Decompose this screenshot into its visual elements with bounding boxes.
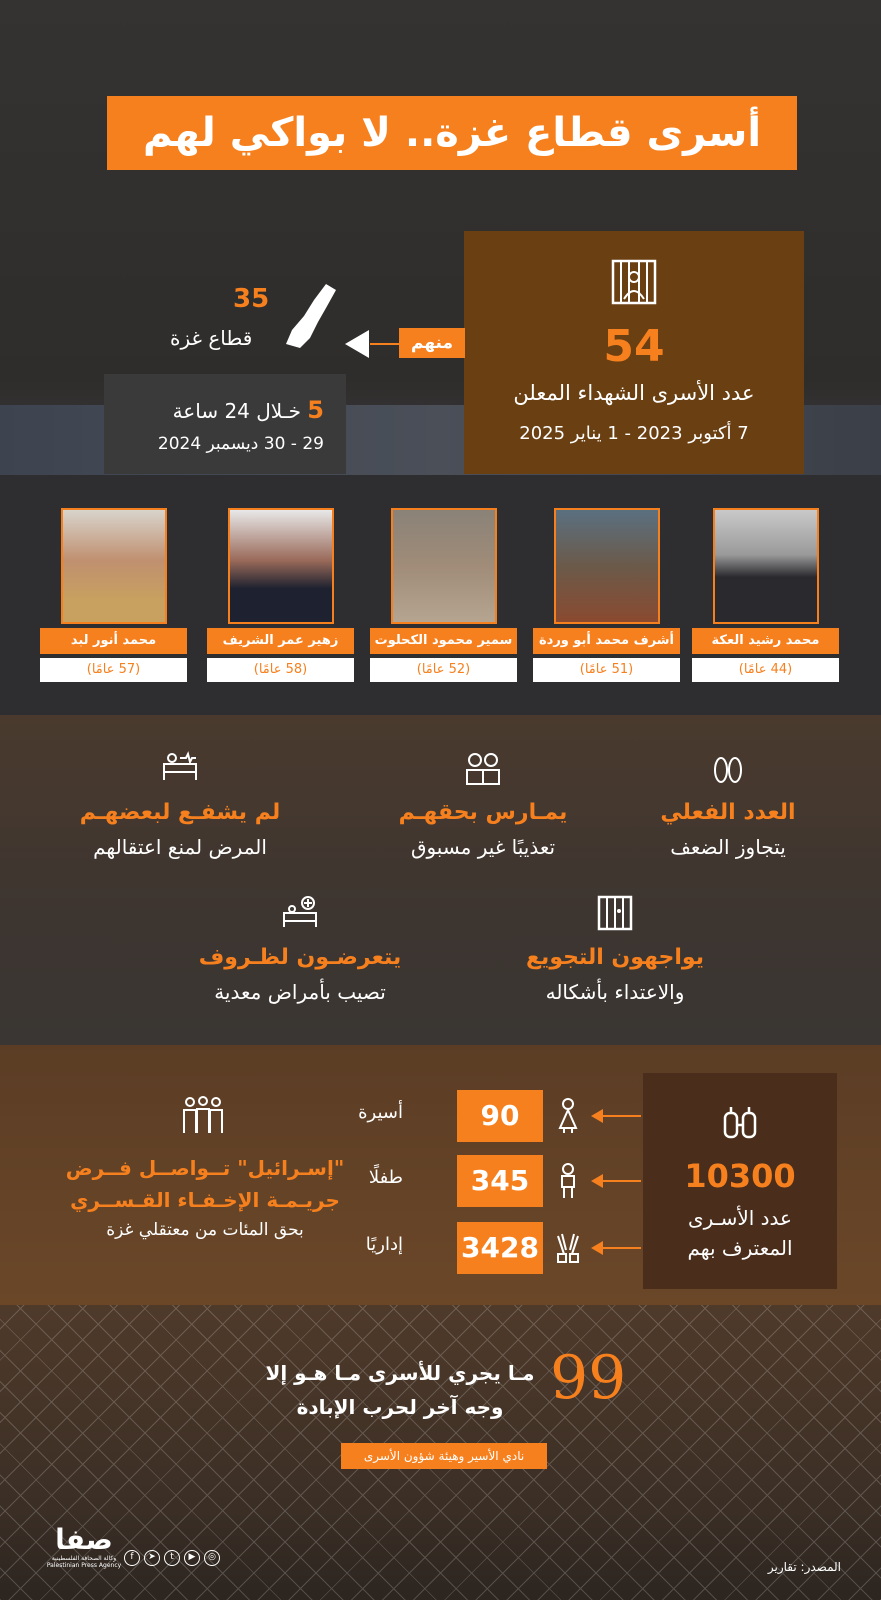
israel-statement bbox=[55, 1152, 355, 1240]
source-label: المصدر: تقارير bbox=[767, 1560, 841, 1574]
arrow-left-icon bbox=[345, 330, 369, 358]
martyr-card bbox=[40, 508, 187, 682]
martyrs-dates: 7 أكتوبر 2023 - 1 يناير 2025 bbox=[519, 423, 749, 444]
israel-line1: "إسـرائيل" تــواصــل فــرض bbox=[65, 1156, 345, 1180]
guards-icon bbox=[463, 750, 503, 786]
breakdown-value: 90 bbox=[457, 1090, 543, 1142]
fact-text: تعذيبًا غير مسبوق bbox=[410, 835, 556, 859]
breakdown-value: 3428 bbox=[457, 1222, 543, 1274]
of-them-tag: منهم bbox=[399, 328, 465, 358]
fact-item bbox=[618, 750, 838, 859]
arrow-icon bbox=[591, 1241, 603, 1255]
martyr-name: محمد رشيد العكة bbox=[692, 628, 839, 654]
prisoners-count: 10300 bbox=[684, 1157, 796, 1195]
brand-name: صفا bbox=[55, 1523, 113, 1556]
martyr-card bbox=[370, 508, 517, 682]
martyr-photo bbox=[61, 508, 167, 624]
martyr-photo bbox=[713, 508, 819, 624]
woman-icon bbox=[555, 1098, 581, 1134]
fact-title: يتعرضـون لظـروف bbox=[198, 945, 402, 970]
fact-item bbox=[160, 895, 440, 1004]
within-24h-dates: 29 - 30 ديسمبر 2024 bbox=[157, 434, 324, 454]
brand-sub: وكالة الصحافة الفلسطينية bbox=[51, 1555, 117, 1562]
brand-en: Palestinian Press Agency bbox=[46, 1562, 122, 1569]
fact-text: والاعتداء بأشكاله bbox=[545, 980, 685, 1004]
handcuffs-icon bbox=[719, 1103, 761, 1145]
fact-item bbox=[343, 750, 623, 859]
quote bbox=[250, 1356, 550, 1424]
israel-line2: جريـمـة الإخـفـاء القـســري bbox=[70, 1188, 340, 1212]
gaza-label: قطاع غزة bbox=[170, 326, 253, 350]
fact-title: لم يشفـع لبعضهـم bbox=[79, 800, 281, 825]
connector-line bbox=[601, 1180, 641, 1182]
martyr-age: (58 عامًا) bbox=[207, 658, 354, 682]
connector-line bbox=[601, 1115, 641, 1117]
prison-window-icon bbox=[609, 257, 659, 307]
connector-line bbox=[601, 1247, 641, 1249]
breakdown-row bbox=[365, 1222, 635, 1274]
fact-title: يمـارس بحقهـم bbox=[398, 800, 568, 825]
arrow-icon bbox=[591, 1109, 603, 1123]
martyr-photo bbox=[391, 508, 497, 624]
hospital-bed-icon bbox=[160, 750, 200, 786]
breakdown-row bbox=[368, 1155, 635, 1207]
martyrs-count: 54 bbox=[603, 321, 665, 372]
gaza-map-icon bbox=[282, 282, 338, 350]
within-24h-count: 5 bbox=[307, 396, 324, 424]
arrow-icon bbox=[591, 1174, 603, 1188]
people-group-icon bbox=[180, 1095, 226, 1135]
breakdown-label: أسيرة bbox=[358, 1102, 403, 1123]
fact-item bbox=[40, 750, 320, 859]
prisoners-stat-box bbox=[643, 1073, 837, 1289]
breakdown-label: طفلًا bbox=[368, 1167, 403, 1188]
page-title-text: أسرى قطاع غزة.. لا بواكي لهم bbox=[142, 110, 762, 156]
sick-bed-icon bbox=[280, 895, 320, 931]
fact-item bbox=[475, 895, 755, 1004]
fact-text: يتجاوز الضعف bbox=[670, 835, 786, 859]
martyrs-label: عدد الأسرى الشهداء المعلن bbox=[513, 381, 755, 405]
martyr-name: زهير عمر الشريف bbox=[207, 628, 354, 654]
martyr-name: أشرف محمد أبو وردة bbox=[533, 628, 680, 654]
israel-line3: بحق المئات من معتقلي غزة bbox=[106, 1220, 304, 1240]
youtube-icon[interactable]: ▶ bbox=[184, 1550, 200, 1566]
breakdown-row bbox=[358, 1090, 635, 1142]
cuffed-hands-icon bbox=[555, 1230, 581, 1266]
arrow-line bbox=[370, 343, 400, 345]
quote-line1: مـا يجري للأسرى مـا هـو إلا bbox=[265, 1361, 535, 1385]
fact-title: العدد الفعلي bbox=[660, 800, 796, 825]
twitter-icon[interactable]: t bbox=[164, 1550, 180, 1566]
martyr-name: محمد أنور لبد bbox=[40, 628, 187, 654]
footprints-icon bbox=[708, 750, 748, 786]
martyr-age: (57 عامًا) bbox=[40, 658, 187, 682]
fact-title: يواجهون التجويع bbox=[526, 945, 704, 970]
martyr-card bbox=[207, 508, 354, 682]
prisoners-label bbox=[643, 1203, 837, 1263]
martyr-age: (51 عامًا) bbox=[533, 658, 680, 682]
child-icon bbox=[555, 1163, 581, 1199]
facebook-icon[interactable]: f bbox=[124, 1550, 140, 1566]
breakdown-value: 345 bbox=[457, 1155, 543, 1207]
page-title bbox=[107, 96, 797, 170]
instagram-icon[interactable]: ◎ bbox=[204, 1550, 220, 1566]
martyr-photo bbox=[228, 508, 334, 624]
martyrs-stat-box bbox=[464, 231, 804, 474]
martyr-photo bbox=[554, 508, 660, 624]
martyr-name: سمير محمود الكحلوت bbox=[370, 628, 517, 654]
within-24h-line bbox=[173, 396, 324, 424]
quote-source: نادي الأسير وهيئة شؤون الأسرى bbox=[341, 1443, 547, 1469]
gaza-count: 35 bbox=[233, 284, 270, 314]
quote-line2: وجه آخر لحرب الإبادة bbox=[296, 1395, 504, 1419]
quote-mark-icon: 99 bbox=[550, 1343, 627, 1413]
brand-logo bbox=[44, 1525, 124, 1575]
fact-text: تصيب بأمراض معدية bbox=[214, 980, 386, 1004]
social-links bbox=[124, 1550, 224, 1570]
telegram-icon[interactable]: ➤ bbox=[144, 1550, 160, 1566]
within-24h-label: خـلال 24 ساعة bbox=[172, 399, 301, 423]
prisoners-label-line2: المعترف بهم bbox=[687, 1236, 793, 1260]
breakdown-label: إداريًا bbox=[365, 1234, 403, 1255]
martyr-age: (52 عامًا) bbox=[370, 658, 517, 682]
martyr-card bbox=[692, 508, 839, 682]
within-24h-box bbox=[104, 374, 346, 474]
prison-bars-icon bbox=[595, 895, 635, 931]
fact-text: المرض لمنع اعتقالهم bbox=[93, 835, 267, 859]
martyr-age: (44 عامًا) bbox=[692, 658, 839, 682]
martyr-card bbox=[533, 508, 680, 682]
prisoners-label-line1: عدد الأسـرى bbox=[688, 1206, 792, 1230]
